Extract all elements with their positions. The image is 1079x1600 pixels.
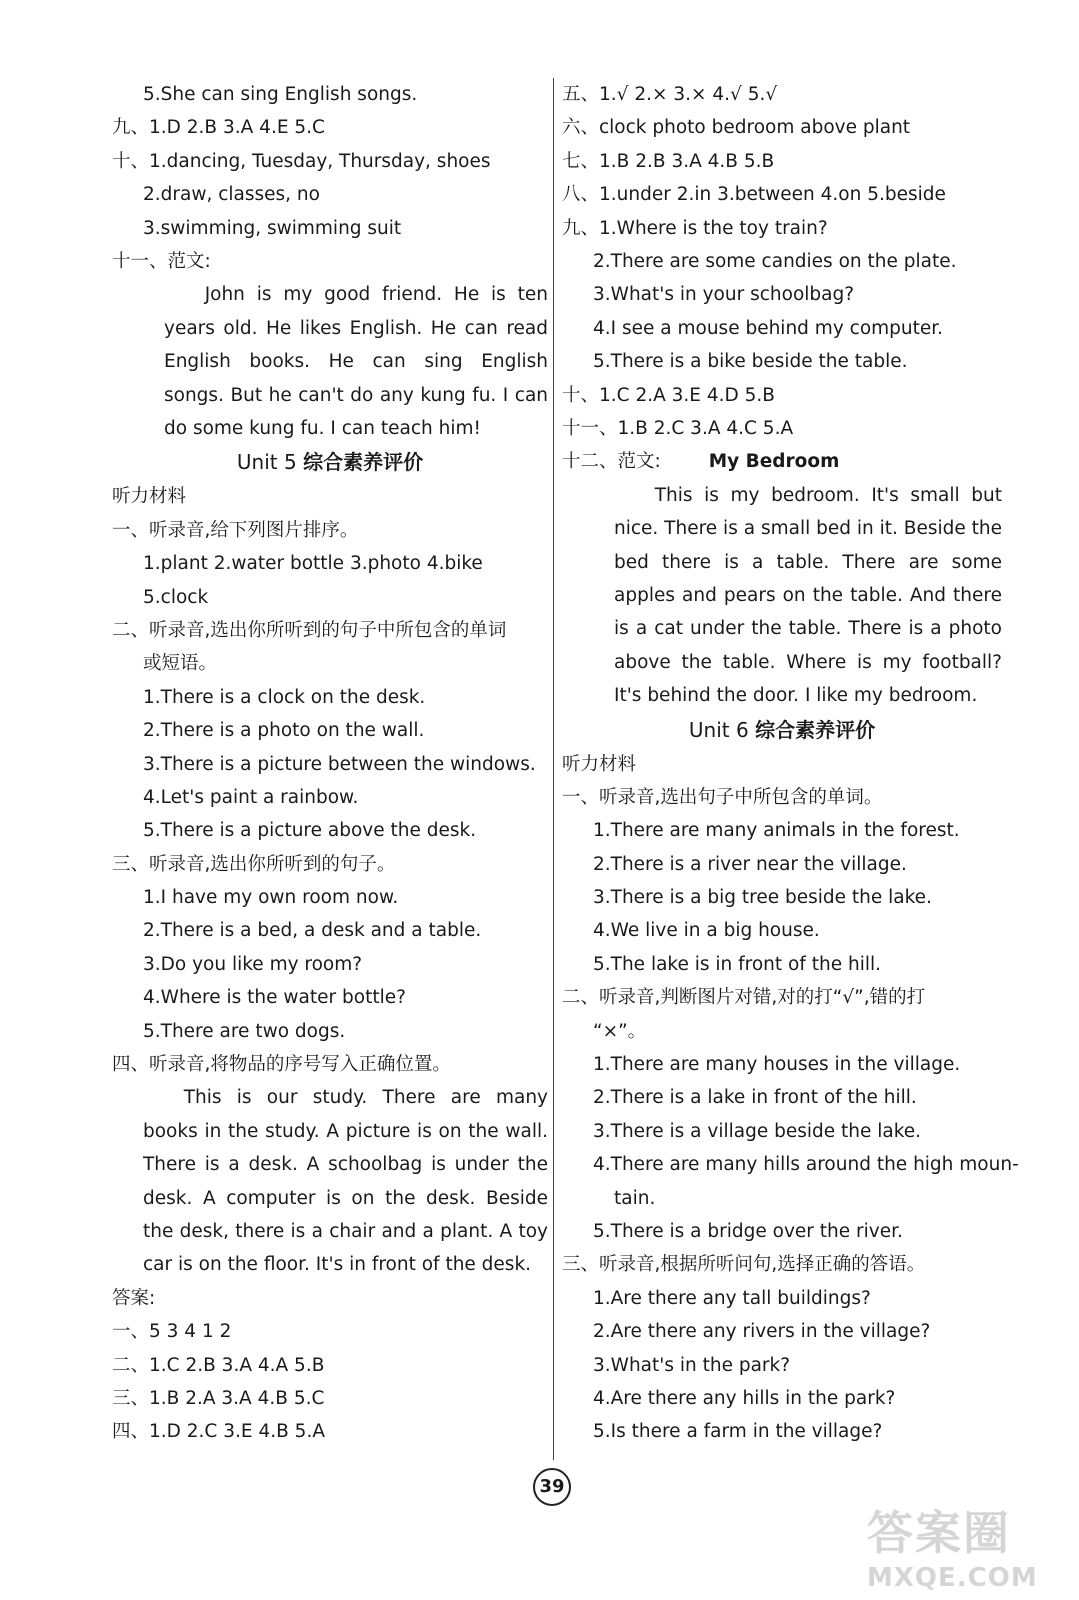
- answer-line: 五、1.√ 2.× 3.× 4.√ 5.√: [562, 84, 778, 105]
- sample-essay: This is my bedroom. It's small but nice. There is a small bed in it. Beside the bed there is a table. There are some apples and pears on the table. And there is a cat under the table. There is a photo above the table. Where is my football? It's behind the door. I like my bedroom.: [614, 484, 1002, 707]
- essay-label: 十二、范文: My Bedroom: [562, 451, 840, 473]
- list-item: 1.There are many houses in the village.: [593, 1054, 961, 1076]
- answer-line: 3.swimming, swimming suit: [143, 217, 402, 239]
- list-item: 4.Are there any hills in the park?: [593, 1387, 896, 1409]
- listening-label: 听力材料: [562, 753, 637, 775]
- list-item: 2.There is a bed, a desk and a table.: [143, 920, 482, 942]
- list-item: 2.There is a river near the village.: [593, 853, 907, 875]
- answer-line: 2.draw, classes, no: [143, 184, 320, 206]
- answer-line: 十、1.C 2.A 3.E 4.D 5.B: [562, 384, 775, 406]
- list-item: 2.Are there any rivers in the village?: [593, 1321, 931, 1343]
- list-item: 1.I have my own room now.: [143, 887, 399, 909]
- answer-line: 一、5 3 4 1 2: [112, 1321, 232, 1343]
- list-item: 5.There are two dogs.: [143, 1020, 346, 1042]
- list-item: 2.There is a photo on the wall.: [143, 720, 425, 742]
- list-item: 1.There is a clock on the desk.: [143, 686, 426, 708]
- answer-line: 四、1.D 2.C 3.E 4.B 5.A: [112, 1421, 325, 1443]
- section-heading: 一、听录音,给下列图片排序。: [112, 519, 359, 541]
- answer-line: 三、1.B 2.A 3.A 4.B 5.C: [112, 1388, 325, 1410]
- answer-line: 2.There are some candies on the plate.: [593, 250, 957, 272]
- listening-paragraph: This is our study. There are many books in the study. A picture is on the wall. There is a desk. A schoolbag is under the desk. A computer is on the desk. Beside the desk, there is a chair and a plant. A toy car is on the floor. It's in front of the desk.: [143, 1087, 548, 1276]
- section-heading: 一、听录音,选出句子中所包含的单词。: [562, 786, 883, 808]
- essay-label: 十一、范文:: [112, 250, 211, 272]
- answer-line: 六、clock photo bedroom above plant: [562, 117, 911, 139]
- answer-line: 七、1.B 2.B 3.A 4.B 5.B: [562, 150, 775, 172]
- list-item: 3.There is a village beside the lake.: [593, 1120, 922, 1142]
- essay-title: My Bedroom: [708, 451, 840, 473]
- list-item: 5.Is there a farm in the village?: [593, 1421, 883, 1443]
- section-heading-cont: 或短语。: [143, 653, 218, 675]
- answer-line: 4.I see a mouse behind my computer.: [593, 317, 944, 339]
- list-item: 3.Do you like my room?: [143, 953, 363, 975]
- section-heading-cont: “×”。: [593, 1020, 647, 1042]
- list-item: 5.clock: [143, 586, 209, 608]
- answers-label: 答案:: [112, 1287, 156, 1309]
- watermark-logo: [867, 1497, 1067, 1592]
- list-item: 4.We live in a big house.: [593, 920, 820, 942]
- sample-essay: John is my good friend. He is ten years old. He likes English. He can read English books. He can sing English songs. But he can't do any kung fu. I can do some kung fu. I can teach him!: [164, 284, 548, 439]
- list-item: 1.Are there any tall buildings?: [593, 1287, 871, 1309]
- answer-line: 5.She can sing English songs.: [143, 84, 418, 105]
- list-item: 3.There is a big tree beside the lake.: [593, 887, 932, 909]
- section-heading: 三、听录音,选出你所听到的句子。: [112, 853, 396, 875]
- list-item: 4.There are many hills around the high moun-: [593, 1154, 1019, 1176]
- answer-line: 5.There is a bike beside the table.: [593, 351, 908, 373]
- page-number: 39: [533, 1468, 571, 1506]
- answer-line: 八、1.under 2.in 3.between 4.on 5.beside: [562, 184, 946, 206]
- list-item: 5.The lake is in front of the hill.: [593, 953, 882, 975]
- list-item: 5.There is a picture above the desk.: [143, 820, 477, 842]
- answer-line: 3.What's in your schoolbag?: [593, 284, 855, 306]
- list-item: 4.Let's paint a rainbow.: [143, 786, 359, 808]
- unit5-title: Unit 5 综合素养评价: [236, 450, 424, 475]
- answer-line: 九、1.D 2.B 3.A 4.E 5.C: [112, 117, 325, 139]
- right-column: [562, 78, 1019, 1449]
- section-heading: 四、听录音,将物品的序号写入正确位置。: [112, 1054, 451, 1076]
- list-item: 4.Where is the water bottle?: [143, 987, 406, 1009]
- list-item: 5.There is a bridge over the river.: [593, 1221, 903, 1242]
- list-item: 1.plant 2.water bottle 3.photo 4.bike: [143, 553, 483, 575]
- column-divider: [553, 78, 554, 1460]
- list-item: 3.There is a picture between the windows.: [143, 753, 536, 775]
- answer-line: 二、1.C 2.B 3.A 4.A 5.B: [112, 1354, 325, 1376]
- list-item-cont: tain.: [614, 1187, 656, 1209]
- section-heading: 三、听录音,根据所听问句,选择正确的答语。: [562, 1254, 926, 1276]
- list-item: 1.There are many animals in the forest.: [593, 820, 960, 842]
- list-item: 2.There is a lake in front of the hill.: [593, 1087, 917, 1109]
- watermark-bottom: MXQE.COM: [867, 1563, 1038, 1593]
- section-heading: 二、听录音,判断图片对错,对的打“√”,错的打: [562, 987, 926, 1009]
- answer-line: 十、1.dancing, Tuesday, Thursday, shoes: [112, 150, 491, 172]
- unit6-title: Unit 6 综合素养评价: [688, 717, 876, 742]
- listening-label: 听力材料: [112, 486, 187, 508]
- answer-line: 九、1.Where is the toy train?: [562, 217, 828, 239]
- section-heading: 二、听录音,选出你所听到的句子中所包含的单词: [112, 619, 507, 641]
- answer-line: 十一、1.B 2.C 3.A 4.C 5.A: [562, 417, 794, 439]
- left-column: [112, 78, 548, 1449]
- list-item: 3.What's in the park?: [593, 1354, 791, 1376]
- watermark-top: 答案圈: [867, 1506, 1011, 1560]
